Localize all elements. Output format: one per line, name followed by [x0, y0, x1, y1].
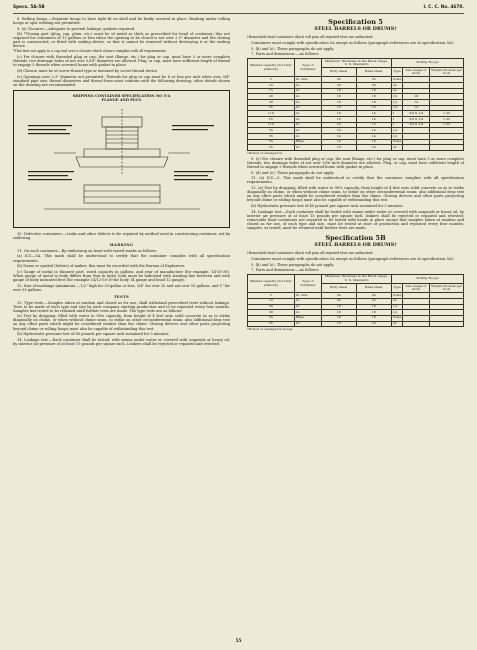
table-cell: 24	[356, 293, 391, 299]
table-cell: (1)	[391, 133, 402, 139]
table-cell: 18	[322, 315, 357, 321]
header-right: I. C. C. No. 4670.	[423, 5, 464, 10]
section-heading-marking: MARKING	[109, 242, 134, 247]
paragraph: 9. (a) Closures.—Adequate to prevent leakage; gaskets required.	[17, 26, 136, 31]
spec-note: †Removable head containers which will pass all required tests are authorized.	[247, 34, 374, 39]
table-cell: 22	[356, 298, 391, 304]
table-cell: 22	[356, 77, 391, 83]
table-cell: do	[294, 298, 321, 304]
table-cell: do	[294, 304, 321, 310]
table-cell: Bilge	[294, 139, 321, 145]
paragraph: (b) *Closing part (plug, cap, plate, etc.) must be of metal as thick as prescribed for head of container; this not required for containers of 12 gallons or less when the opening to be closed is not over 2.3" diameter and the closing part is constructed, or fitted with sealing device, so that it cannot be removed without destroying it or the sealing device.	[13, 32, 230, 49]
table-cell: do	[391, 298, 402, 304]
drawing-subtitle: FLANGE AND PLUG	[101, 97, 142, 102]
table-row	[248, 145, 464, 151]
paragraph: 7. Parts and dimensions.—As follows:	[251, 52, 320, 57]
table-cell: 55	[248, 139, 295, 145]
table-cell: None	[392, 76, 402, 81]
table-cell: 55	[248, 145, 295, 151]
table-cell: (1)	[391, 304, 402, 310]
left-column	[13, 17, 230, 348]
table-cell: 20	[248, 304, 295, 310]
paragraph: 14. Leakage test.—Each container shall be tested with seams under water or covered with soapsuds or heavy oil, by interior air pressure of at least 15 pounds per square inch; leakers shall be rejected or repaired and retested; removable head containers not required to be tested with heads in place except that samples taken at random and closed as for use, of each type and size, must be tested at start of production and repeated every four months; samples, so tested, must be retained until further tests are made.	[247, 209, 464, 230]
paragraph: 5. (b) and (c). These paragraphs do not apply.	[251, 46, 335, 51]
table-footnote: 1Rolled or swedged in hoops.	[247, 327, 294, 332]
table-cell	[430, 145, 464, 151]
paragraph: (a) Test by dropping, filled with water to 98% capacity, from height of 4 feet onto solid concrete so as to strike diagonally on chime, or when without chime seam, to strike on other circumferential seam; also additional drop test on any other parts which might be considered weaker than the chime. Closing devices and other parts projecting beyond chime or rolling hoops must also be capable of withstanding this test.	[13, 314, 230, 331]
spec-subtitle: STEEL BARRELS OR DRUMS†	[314, 26, 397, 33]
table-cell	[430, 321, 464, 327]
table-cell: 18	[322, 310, 357, 316]
paragraph: 5. (b) and (c). These paragraphs do not apply.	[251, 262, 335, 267]
drawing-title: SHIPPING CONTAINER SPECIFICATION NO 5-A	[72, 93, 171, 98]
table-cell: St. side	[294, 293, 321, 299]
table-cell: 16	[403, 94, 430, 100]
table-cell	[403, 145, 430, 151]
table-cell: 18	[356, 315, 391, 321]
flange-plug-drawing	[13, 90, 230, 228]
table-cell: 14	[322, 133, 357, 139]
running-header	[13, 6, 464, 14]
right-column	[247, 17, 464, 348]
col-header: Minimum Thickness in the Black (Gage, U. S. Standard)	[322, 58, 392, 67]
table-cell: 55	[248, 105, 295, 111]
table-cell: 18	[356, 88, 391, 94]
table-cell: 18	[322, 88, 357, 94]
table-cell: 18	[322, 99, 357, 105]
table-cell: (1)	[391, 310, 402, 316]
paragraph: 13. (a) Test by dropping, filled with water to 98% capacity, from height of 4 feet onto solid concrete so as to strike diagonally on chime, or when without chime seam, to strike on other circumferential seam; also additional drop test on any other parts which might be considered weaker than the chime. Closing devices and other parts projecting beyond chime or rolling hoops must also be capable of withstanding this test.	[247, 186, 464, 203]
table-cell: (1)	[391, 99, 402, 105]
spec-title: Specification 5	[328, 17, 383, 26]
page-number: 55	[235, 639, 242, 645]
table-cell: do	[294, 321, 321, 327]
table-cell: 18	[356, 94, 391, 100]
paragraph: 7. Parts and dimensions.—As follows:	[251, 268, 320, 273]
table-cell: 20	[322, 82, 357, 88]
table-cell: 24	[322, 293, 357, 299]
table-cell: I	[391, 111, 402, 117]
table-cell: do	[294, 310, 321, 316]
spec-note: †Removable head containers which will pass all required tests are authorized.	[247, 250, 374, 255]
table-cell: 16	[322, 321, 357, 327]
table-cell: 22	[322, 298, 357, 304]
table-cell: do	[391, 321, 402, 327]
paragraph: (b) Name or symbol (letters) of maker; this must be recorded with the Bureau of Explosives.	[17, 264, 186, 269]
paragraph: (e) Openings over 2.3" diameter not permitted. Threads for plug or cap must be 8 or less per inch when over 3/4" standard pipe size; thread diameters and thread form must conform with the following drawing; other details shown on the drawing are recommended.	[13, 74, 230, 87]
col-header: Type	[391, 68, 402, 77]
paragraph: 8. Rolling hoops.—Separate hoops to have tight fit on shell and be firmly secured in place. Beading under rolling hoops or spot welding not permitted.	[13, 16, 230, 25]
table-cell: 14	[356, 128, 391, 134]
paragraph: (d) Closure must be of screw-thread type or fastened by screw-thread device.	[17, 68, 159, 73]
table-cell: do	[294, 145, 321, 151]
table-cell: do	[294, 94, 321, 100]
col-header: Weight (Pounds per foot)	[431, 283, 462, 292]
table-cell: 14	[356, 116, 391, 122]
table-cell: I	[391, 116, 402, 122]
paragraph: (a) ICC—5A. This mark shall be understood to certify that the container complies with all specification requirements.	[13, 254, 230, 263]
paragraph: Containers must comply with specification 5A except as follows (paragraph references are to specification 5A):	[251, 41, 454, 46]
table-cell: 18	[356, 310, 391, 316]
col-header: Body sheet	[322, 68, 357, 77]
table-cell: 110	[248, 122, 295, 128]
spec-subtitle: STEEL BARRELS OR DRUMS†	[314, 242, 397, 249]
paragraph: (b) Hydrostatic pressure test of 40 pounds per square inch sustained for 5 minutes.	[251, 203, 404, 208]
table-cell: 55	[248, 133, 295, 139]
table-cell: 1.25	[430, 111, 464, 117]
table-cell: 16	[322, 111, 357, 117]
dimensions-table-5b	[247, 274, 464, 327]
table-cell: 15	[248, 88, 295, 94]
col-header: Marked capacity Not Over (Gallons)	[248, 274, 295, 292]
table-cell: 12	[356, 122, 391, 128]
table-cell: 10	[248, 298, 295, 304]
table-cell: 10	[248, 82, 295, 88]
two-columns	[13, 17, 464, 348]
table-cell: 14	[322, 122, 357, 128]
table-cell: do	[391, 82, 402, 88]
table-cell: 5	[248, 293, 295, 299]
col-header: Type of Container	[294, 274, 321, 292]
paragraph: (c) Gauge of metal in thinnest part, rated capacity in gallons, and year of manufacture (for example, 14-55-39). When gauge of metal in body differs from that in head, both must be indicated with slanting line between and with gauge of body indicated first (for example 14/12-55-39 for body 14 gauge and head 12 gauge).	[13, 269, 230, 282]
col-header: Head sheet	[356, 68, 391, 77]
table-cell: 1.25	[430, 122, 464, 128]
table-cell: 18	[322, 94, 357, 100]
table-cell: 18	[322, 139, 357, 145]
flange-plug-diagram	[14, 105, 229, 225]
table-cell: (1)	[391, 105, 402, 111]
table-cell: do	[294, 99, 321, 105]
paragraph: (c) For closure with threaded plug or cap, the seat (flange, etc.) for plug or cap, must have 5 or more complete threads; two drainage holes of not over 5/16" diameter are allowed. Plug, or cap, must have sufficient length of thread to engage 5 threads when screwed home with gasket in place.	[13, 55, 230, 68]
col-header: Body sheet	[322, 284, 357, 293]
table-cell: do	[294, 133, 321, 139]
footnote: *This does not apply to a cap seal over a closure which closure complies with all requirements.	[13, 48, 167, 53]
table-cell: 3/4 X 1/4	[403, 116, 430, 122]
table-cell: 1.25	[430, 116, 464, 122]
table-cell: 30	[248, 99, 295, 105]
paragraph: (b) Hydrostatic pressure test of 80 pounds per square inch sustained for 5 minutes.	[17, 332, 170, 337]
col-header: Size (Gage or inch)	[403, 284, 430, 293]
table-cell: 22	[322, 77, 357, 83]
table-cell: 14	[356, 111, 391, 117]
table-cell: 16	[322, 116, 357, 122]
table-cell: 18	[356, 99, 391, 105]
col-header: Head sheet	[356, 284, 391, 293]
col-header: Size (Gage or inch)	[403, 68, 430, 77]
section-heading-tests: TESTS	[113, 294, 130, 299]
col-header: Rolling Hoops	[391, 58, 463, 67]
table-cell: 16	[356, 105, 391, 111]
table-cell: 20	[356, 82, 391, 88]
col-header: Weight (Pounds per foot)	[431, 67, 462, 76]
table-cell: 18	[356, 304, 391, 310]
col-header: Type of Container	[294, 58, 321, 76]
paragraph: 13. Type tests.—Samples taken at random and closed as for use, shall withstand prescribed tests without leakage. Tests to be made of each type and size by each company starting production and to be repeated every four months. Samples last tested to be retained until further tests are made. The type tests are as follows:	[13, 300, 230, 313]
col-header: Rolling Hoops	[391, 274, 463, 283]
table-cell: Bilge	[294, 315, 321, 321]
table-cell: 14	[403, 99, 430, 105]
paragraph: 10. Defective containers.—Leaks and other defects to be repaired by method used in constructing container, not by soldering.	[13, 231, 230, 240]
col-header: Minimum Thickness in the Black (Gage, U. S. Standard)	[322, 274, 392, 283]
table-cell: 16	[322, 128, 357, 134]
table-cell: 55	[248, 315, 295, 321]
table-cell: do	[391, 88, 402, 94]
header-left: Specs. 5A-5B	[13, 5, 45, 10]
table-cell: 12	[403, 105, 430, 111]
table-cell: 3/4 X 1/4	[403, 111, 430, 117]
paragraph: 11. (a) ICC—5. This mark shall be understood to certify that the container complies with all specification requirements.	[247, 176, 464, 185]
table-cell: do	[294, 122, 321, 128]
table-cell: None	[392, 315, 402, 320]
paragraph: 11. On each container.—By embossing on head with raised marks as follows:	[17, 248, 157, 253]
table-cell: 14	[356, 145, 391, 151]
col-header: Marked capacity Not Over (Gallons)	[248, 58, 295, 76]
table-cell: 3/4 X 1/4	[403, 122, 430, 128]
table-cell: 55	[248, 321, 295, 327]
table-cell: (1)	[391, 128, 402, 134]
table-cell: St. side	[294, 77, 321, 83]
table-cell: 16	[322, 145, 357, 151]
table-cell: 16	[322, 105, 357, 111]
table-cell: I	[391, 122, 402, 128]
table-cell: 55	[248, 116, 295, 122]
table-footnote: 1Rolled or swedged in.	[247, 150, 284, 155]
table-row	[248, 321, 464, 327]
paragraph: 14. Leakage test.—Each container shall be tested, with seams under water or covered with soapsuds or heavy oil, by interior air pressure of at least 15 pounds per square inch. Leakers shall be rejected or repaired and retested.	[13, 337, 230, 346]
table-cell: None	[392, 139, 402, 144]
table-cell: 20	[248, 94, 295, 100]
table-cell: 5	[248, 77, 295, 83]
table-cell: do	[294, 105, 321, 111]
table-cell: do	[294, 111, 321, 117]
table-cell	[403, 321, 430, 327]
paragraph: Containers must comply with specification 5A except as follows (paragraph references are to specification 5A):	[251, 256, 454, 261]
table-cell: do	[294, 82, 321, 88]
table-cell: 110	[248, 111, 295, 117]
paragraph: 9. (d) and (e). These paragraphs do not apply.	[251, 170, 335, 175]
table-cell: None	[392, 292, 402, 297]
spec-title: Specification 5B	[325, 233, 386, 242]
dimensions-table-5	[247, 58, 464, 151]
table-cell: 30	[248, 310, 295, 316]
paragraph: 9. (c) For closure with threaded plug or cap, the seat (flange, etc.) for plug or cap, must have 5 or more complete threads; two drainage holes of not over 5/16 inch diameter are allowed. Plug, or cap, must have sufficient length of thread to engage 3 threads when screwed home with gasket in place.	[247, 157, 464, 170]
table-cell: 16	[356, 139, 391, 145]
table-cell: 14	[356, 321, 391, 327]
col-header: Type	[391, 284, 402, 293]
table-cell: 55	[248, 128, 295, 134]
table-cell: do	[391, 145, 402, 151]
table-cell: do	[294, 116, 321, 122]
table-cell: 14	[356, 133, 391, 139]
table-cell: (1)	[391, 94, 402, 100]
table-cell: do	[294, 88, 321, 94]
paragraph: 12. Size of markings (minimum).—1/2" high for 20-gallon or less, 3/4" for over 20 and not over 55 gallons, and 1" for over 55 gallons.	[13, 283, 230, 292]
table-cell: 18	[322, 304, 357, 310]
table-cell: do	[294, 128, 321, 134]
